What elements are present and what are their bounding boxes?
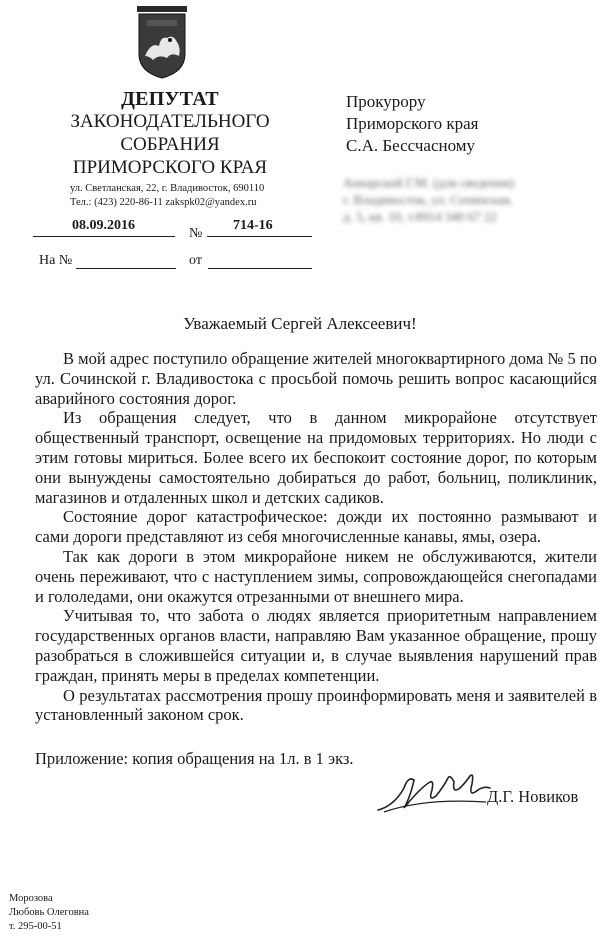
outgoing-number: 714-16	[233, 218, 273, 233]
body-paragraph: О результатах рассмотрения прошу проинформировать меня и заявителей в установленный законом срок.	[35, 685, 597, 725]
outgoing-date: 08.09.2016	[72, 218, 135, 233]
executor-name: Любовь Олеговна	[9, 907, 89, 918]
letterhead-address: ул. Светланская, 22, г. Владивосток, 690110	[70, 183, 265, 194]
letterhead-line: ЗАКОНОДАТЕЛЬНОГО	[70, 111, 270, 132]
date-underline	[33, 236, 175, 237]
executor-phone: т. 295-00-51	[9, 921, 62, 932]
salutation: Уважаемый Сергей Алексеевич!	[183, 314, 417, 333]
reply-to-number-line	[76, 268, 176, 269]
body-paragraph: Так как дороги в этом микрорайоне никем не обслуживаются, жители очень переживают, что с наступлением зимы, сопровождающейся снегопадами и гололедами, они окажутся отрезанными от внешнего мира.	[35, 546, 597, 606]
reply-to-date-line	[208, 268, 312, 269]
number-underline	[207, 236, 312, 237]
appendix-note: Приложение: копия обращения на 1л. в 1 экз.	[35, 749, 354, 768]
addressee-line: Прокурору	[346, 92, 426, 111]
letterhead-region: ПРИМОРСКОГО КРАЯ	[72, 157, 268, 178]
executor-surname: Морозова	[9, 893, 53, 904]
redacted-line: г. Владивосток, ул. Сочинская,	[343, 192, 513, 207]
reply-to-date-label: от	[189, 253, 202, 268]
body-paragraph: Состояние дорог катастрофическое: дожди их постоянно размывают и сами дороги представляют из себя многочисленные канавы, ямы, озера.	[35, 507, 597, 547]
number-label: №	[189, 226, 203, 241]
letterhead-line	[58, 157, 282, 179]
letterhead-title: ДЕПУТАТ	[121, 88, 219, 110]
addressee-line: Приморского края	[346, 114, 479, 133]
redacted-copy-recipient	[343, 174, 585, 225]
body-paragraph: Учитывая то, что забота о людях является приоритетным направлением государственных органов власти, направляю Вам указанное обращение, прошу разобраться в сложившейся ситуации и, в случае выявления нарушений прав граждан, принять меры в пределах компетенции.	[35, 606, 597, 685]
coat-of-arms-icon	[137, 6, 187, 80]
letter-body	[35, 349, 597, 725]
letterhead-line: СОБРАНИЯ	[120, 134, 220, 155]
letterhead-contacts	[70, 182, 264, 210]
redacted-line: Анкарской Г.М. (для сведения)	[343, 175, 514, 190]
signer-name: Д.Г. Новиков	[487, 787, 579, 806]
body-paragraph: В мой адрес поступило обращение жителей многоквартирного дома № 5 по ул. Сочинской г. Владивостока с просьбой помочь решить вопрос касающийся аварийного состояния дорог.	[35, 349, 597, 408]
handwritten-signature	[374, 768, 494, 818]
body-paragraph: Из обращения следует, что в данном микрорайоне отсутствует общественный транспорт, освещение на придомовых территориях. Но люди с этим готовы мириться. Более всего их беспокоит состояние дорог, по которым они вынуждены самостоятельно добираться до работ, больниц, поликлиник, магазинов и отдаленных школ и детских садиков.	[35, 408, 597, 507]
letterhead-phone-email: Тел.: (423) 220-86-11 zakspk02@yandex.ru	[70, 197, 257, 208]
redacted-line: д. 5, кв. 10, т.8914 340 67 22	[343, 209, 497, 224]
addressee-line: С.А. Бессчасному	[346, 136, 476, 155]
reply-to-number-label: На №	[39, 253, 73, 268]
